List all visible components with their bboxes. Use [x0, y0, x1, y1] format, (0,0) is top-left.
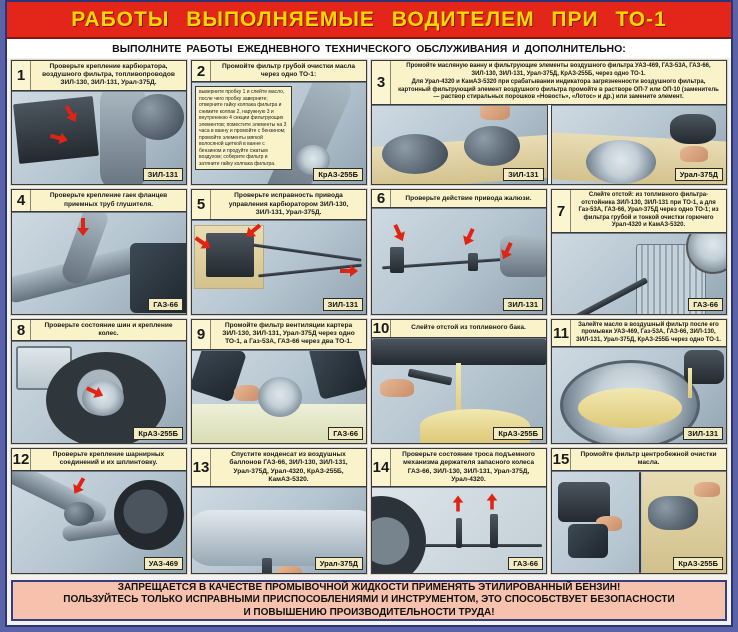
- footer-line-2: ПОЛЬЗУЙТЕСЬ ТОЛЬКО ИСПРАВНЫМИ ПРИСПОСОБЛЕНИЯМИ И ИНСТРУМЕНТОМ, ЭТО СПОСОБСТВУЕТ БЕЗОПАСНОСТИ: [63, 594, 675, 606]
- panel-illustration: [372, 338, 546, 443]
- oil-stream-shape: [688, 368, 692, 398]
- filter-cover-shape: [670, 114, 716, 144]
- panel-illustration: [372, 208, 546, 313]
- panel-caption: Проверьте состояние шин и крепление колес.: [44, 321, 173, 338]
- vehicle-label: ЗИЛ-131: [683, 427, 723, 440]
- hand-shape: [680, 146, 708, 162]
- panel-number: 8: [12, 320, 31, 340]
- panel-11: [551, 319, 727, 444]
- ball-joint-shape: [64, 502, 94, 526]
- panel-10: [371, 319, 547, 444]
- vehicle-label: ГАЗ-66: [508, 557, 543, 570]
- vehicle-label: ЗИЛ-131: [503, 168, 543, 181]
- red-arrow-icon: [340, 265, 358, 277]
- vehicle-label: Урал-375Д: [315, 557, 363, 570]
- panel-number: 9: [192, 320, 211, 349]
- panel-illustration: [192, 82, 366, 184]
- panel-illustration: [12, 471, 186, 573]
- panel-illustration-right: [551, 105, 727, 185]
- vent-filter-shape: [258, 377, 302, 417]
- panel-number: 7: [552, 190, 571, 232]
- panel-illustration: [192, 487, 366, 572]
- panel-caption: Промойте фильтр центробежной очистки масла.: [580, 451, 717, 467]
- panel-caption: Слейте отстой: из топливного фильтра-отстойника ЗИЛ-130, ЗИЛ-131 при ТО-1, а для Газ-53А, ГАЗ-66, Урал-375Д через одно ТО-1; из фильтра грубой и тонкой очистки горючего Урал-4320 и КамАЗ-5320.: [578, 192, 719, 229]
- panel-illustration: [552, 347, 726, 443]
- panel-illustration: [12, 212, 186, 314]
- hand-shape: [380, 379, 414, 397]
- panel-illustration: [192, 220, 366, 314]
- hand-shape: [694, 482, 720, 497]
- panel-caption: Проверьте крепление карбюратора, воздушного фильтра, топливопроводов ЗИЛ-130, ЗИЛ-131, Урал-375Д.: [42, 63, 175, 87]
- pulley-post-shape: [456, 518, 462, 548]
- poster-title-band: [7, 2, 731, 39]
- engine-shape: [13, 96, 99, 164]
- panel-caption-2: Для Урал-4320 и КамАЗ-5320 при срабатывании индикатора загрязненности воздушного фильтра, картонный фильтрующий элемент воздушного фильтра промойте в растворе ОП-7 или ОП-10 (заменитель — раствор стиральных порошков «Новость», «Лотос» и др.) или замените элемент.: [398, 79, 719, 100]
- bracket-shape: [468, 253, 478, 271]
- vehicle-label: КрАЗ-255Б: [493, 427, 543, 440]
- scene-divider: [639, 472, 641, 573]
- panel-illustration: [372, 487, 546, 572]
- drain-valve-shape: [262, 558, 272, 572]
- oil-bath-pan-shape: [382, 134, 448, 174]
- carburetor-shape: [206, 233, 254, 277]
- panel-caption: Слейте отстой из топливного бака.: [411, 324, 526, 332]
- panel-4: [11, 189, 187, 314]
- panel-14: [371, 448, 547, 573]
- panel-caption: Проверьте исправность привода управления карбюратором ЗИЛ-130, ЗИЛ-131, Урал-375Д.: [228, 192, 349, 216]
- panel-illustration: [12, 341, 186, 443]
- vehicle-label: ЗИЛ-131: [503, 298, 543, 311]
- panel-grid: [7, 58, 731, 577]
- poster-title: РАБОТЫ ВЫПОЛНЯЕМЫЕ ВОДИТЕЛЕМ ПРИ ТО-1: [71, 7, 667, 31]
- panel-number: 1: [12, 61, 31, 90]
- panel-2: [191, 60, 367, 185]
- poster-frame: [5, 0, 733, 627]
- air-filter-shape: [132, 94, 184, 140]
- bracket-shape: [390, 247, 404, 273]
- mechanic-sleeve-shape: [568, 524, 608, 558]
- steering-rod-shape: [12, 471, 109, 527]
- vehicle-label: ГАЗ-66: [688, 298, 723, 311]
- vehicle-label: КрАЗ-255Б: [673, 557, 723, 570]
- panel-caption: Промойте фильтр вентиляции картера ЗИЛ-130, ЗИЛ-131, Урал-375Д через одно ТО-1, а Газ-53А, ГАЗ-66 через два ТО-1.: [222, 321, 355, 346]
- vehicle-label: ЗИЛ-131: [323, 298, 363, 311]
- panel-1: [11, 60, 187, 185]
- poster-subtitle: ВЫПОЛНИТЕ РАБОТЫ ЕЖЕДНЕВНОГО ТЕХНИЧЕСКОГО ОБСЛУЖИВАНИЯ И ДОПОЛНИТЕЛЬНО:: [112, 42, 626, 55]
- panel-number: 10: [372, 319, 390, 337]
- vehicle-label: ГАЗ-66: [328, 427, 363, 440]
- panel-number: 12: [12, 450, 30, 468]
- oil-bath-shape: [586, 140, 656, 184]
- spare-wheel-shape: [372, 496, 426, 572]
- vehicle-label: КрАЗ-255Б: [313, 168, 363, 181]
- panel-caption: Проверьте крепление гаек фланцев приемных труб глушителя.: [49, 192, 168, 208]
- panel-number: 11: [552, 320, 571, 347]
- hand-shape: [480, 105, 510, 120]
- drain-wrench-shape: [408, 368, 453, 385]
- panel-number: 5: [192, 190, 211, 219]
- panel-number: 14: [372, 449, 391, 486]
- panel-caption: Промойте фильтр грубой очистки масла через одно ТО-1:: [221, 63, 356, 79]
- panel-illustration: [552, 471, 726, 573]
- panel-caption: Проверьте состояние троса подъемного механизма держателя запасного колеса ГАЗ-66, ЗИЛ-130, ЗИЛ-131, Урал-375Д, Урал-4320.: [402, 451, 535, 483]
- panel-5: [191, 189, 367, 314]
- fuel-tank-bottom-shape: [372, 339, 546, 365]
- footer-line-3: И ПОВЫШЕНИЮ ПРОИЗВОДИТЕЛЬНОСТИ ТРУДА!: [243, 607, 495, 619]
- winch-cable-shape: [424, 544, 542, 547]
- panel-caption: Проверьте действие привода жалюзи.: [405, 194, 532, 202]
- red-arrow-icon: [487, 494, 498, 510]
- red-arrow-icon: [77, 218, 89, 236]
- panel-number: 3: [372, 61, 391, 104]
- hand-shape: [234, 385, 260, 401]
- panel-illustration-left: [372, 105, 548, 185]
- panel-illustration: [192, 350, 366, 444]
- panel-caption: Спустите конденсат из воздушных баллонов ГАЗ-66, ЗИЛ-130, ЗИЛ-131, Урал-375Д, Урал-4320, КрАЗ-255Б, КамАЗ-5320.: [229, 451, 348, 483]
- vehicle-label: ГАЗ-66: [148, 298, 183, 311]
- vehicle-label: Урал-375Д: [675, 168, 723, 181]
- filter-element-shape: [464, 126, 520, 166]
- warning-footer: [11, 580, 727, 621]
- vehicle-label: УАЗ-469: [144, 557, 183, 570]
- vehicle-label: КрАЗ-255Б: [133, 427, 183, 440]
- mechanic-sleeve-shape: [308, 350, 366, 400]
- linkage-rod-shape: [252, 243, 361, 261]
- instruction-note: выверните пробку 1 и слейте масло, после чего пробку заверните; отверните гайку колпака фильтра и снимите колпак 2, наружную 3 и внутреннюю 4 секции фильтрующих элементов; поместите элементы на 3 часа в ванну и промойте с бензином; промойте элементы мягкой волосяной щеткой в ванне с бензином и продуйте сжатым воздухом; соберите фильтр и затяните гайку колпака фильтра.: [195, 86, 292, 170]
- panel-7: [551, 189, 727, 314]
- panel-illustration: [12, 91, 186, 185]
- panel-15: [551, 448, 727, 573]
- red-arrow-icon: [390, 223, 408, 244]
- rotor-cap-shape: [648, 496, 698, 530]
- panel-6: [371, 189, 547, 314]
- red-arrow-icon: [453, 496, 464, 512]
- panel-8: [11, 319, 187, 444]
- tire-shape: [114, 480, 184, 550]
- panel-12: [11, 448, 187, 573]
- panel-3: [371, 60, 727, 185]
- hand-shape: [276, 566, 302, 572]
- red-arrow-icon: [460, 227, 478, 248]
- panel-caption: Залейте масло в воздушный фильтр после его промывки УАЗ-469, Газ-53А, ГАЗ-66, ЗИЛ-130, ЗИЛ-131, Урал-375Д, КрАЗ-255Б через одно ТО-1.: [576, 321, 721, 343]
- panel-13: [191, 448, 367, 573]
- panel-caption: Промойте масляную ванну и фильтрующие элементы воздушного фильтра УАЗ-469, ГАЗ-53А, ГАЗ-66, ЗИЛ-130, ЗИЛ-131, Урал-375Д, КрАЗ-255Б, через одно ТО-1.: [406, 63, 711, 77]
- footer-line-1: ЗАПРЕЩАЕТСЯ В КАЧЕСТВЕ ПРОМЫВОЧНОЙ ЖИДКОСТИ ПРИМЕНЯТЬ ЭТИЛИРОВАННЫЙ БЕНЗИН!: [117, 581, 621, 593]
- panel-number: 2: [192, 61, 211, 81]
- pulley-post-shape: [490, 514, 498, 548]
- panel-number: 4: [12, 190, 31, 210]
- panel-9: [191, 319, 367, 444]
- panel-number: 6: [372, 190, 391, 207]
- panel-number: 13: [192, 449, 211, 486]
- panel-caption: Проверьте крепление шарнирных соединений и их шплинтовку.: [52, 451, 165, 467]
- poster-subtitle-band: [7, 39, 731, 58]
- panel-number: 15: [552, 450, 570, 468]
- vehicle-label: ЗИЛ-131: [143, 168, 183, 181]
- panel-illustration: [552, 233, 726, 314]
